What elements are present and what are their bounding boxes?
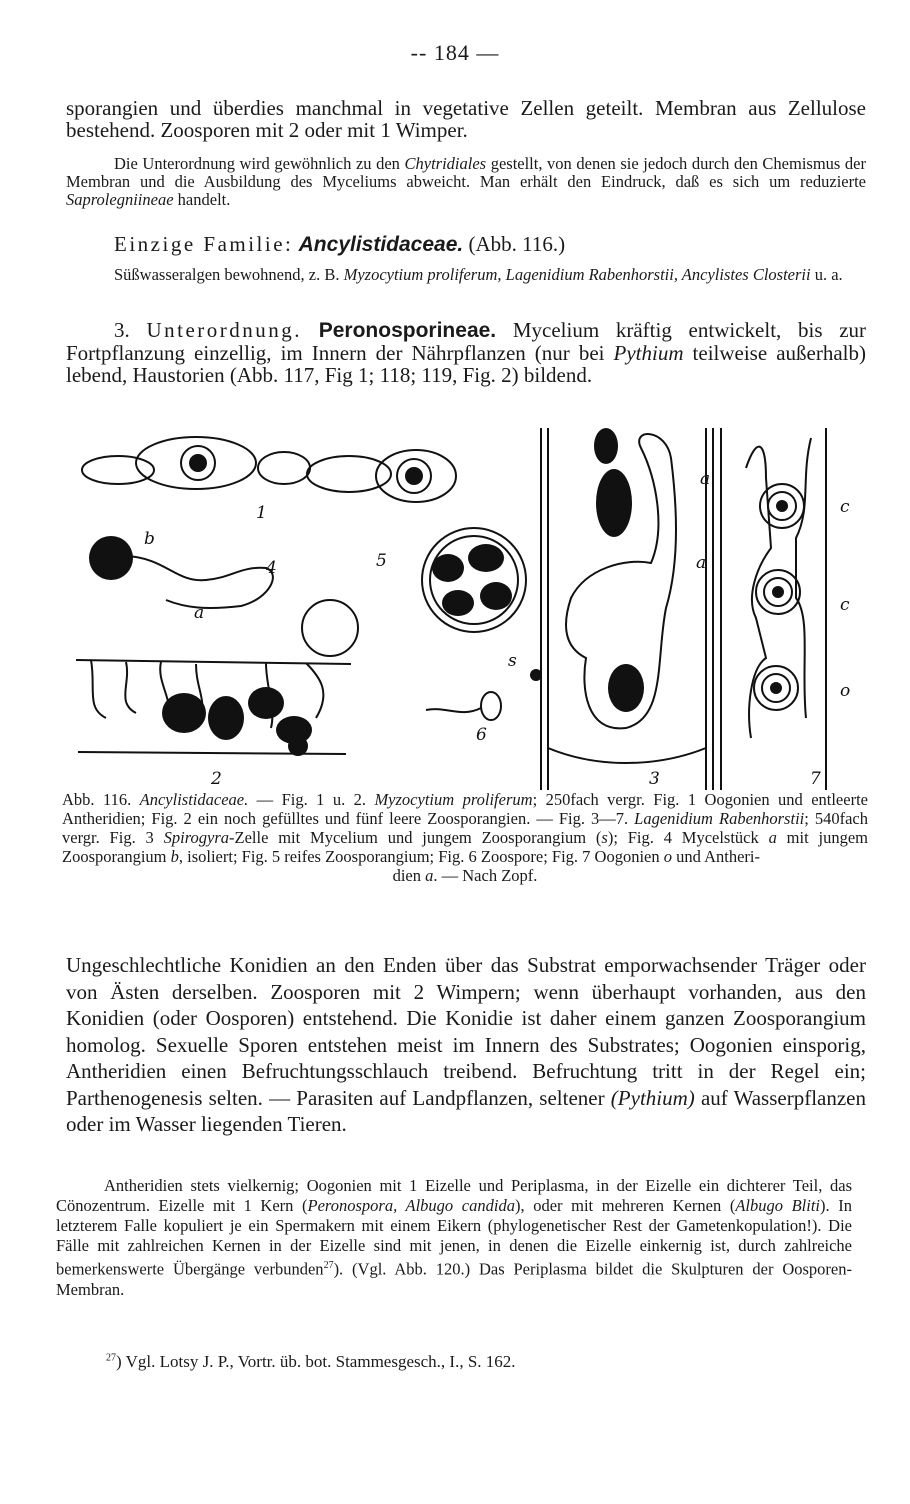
figure-label-a: a <box>696 553 707 573</box>
figure-label-3: 3 <box>649 769 660 789</box>
note-text: Süßwasseralgen bewohnend, z. B. <box>114 265 344 284</box>
fig2-host-wall <box>76 660 351 664</box>
fig3-zoosporangium-s <box>530 669 542 681</box>
figure-label-c: c <box>840 497 850 517</box>
fig3-chlorophyll <box>596 469 632 537</box>
caption-last-line <box>62 866 868 885</box>
note-text: Die Unterordnung wird gewöhnlich zu den <box>114 154 405 173</box>
fig2-host-wall <box>78 752 346 754</box>
figure-116 <box>66 418 866 790</box>
note-text: handelt. <box>173 190 231 209</box>
caption-text: ; 250fach vergr. Fig. 1 Oogonien und entleerte Antheridien; Fig. 2 ein noch gefülltes und fünf leere Zoosporangien. — Fig. 3—7. <box>62 790 868 828</box>
caption-italic: o <box>663 847 673 866</box>
figure-label-5: 5 <box>376 551 387 571</box>
caption-text: , isoliert; Fig. 5 reifes Zoosporangium; Fig. 6 Zoospore; Fig. 7 Oogonien <box>178 847 664 866</box>
note-antheridien <box>56 1176 852 1300</box>
fig1-cell-chain <box>82 437 456 502</box>
caption-text: . — Nach Zopf. <box>433 866 538 885</box>
note-text: Antheridien stets vielkernig; Oogonien mit 1 Eizelle und Periplasma, in der Eizelle ein dichterer Teil, das Cönozentrum. Eizelle mit 1 Kern ( <box>56 1176 852 1215</box>
taxon-name: Saprolegniineae <box>66 190 174 209</box>
caption-text: dien <box>392 866 426 885</box>
caption-text: — Fig. 1 u. 2. <box>248 790 375 809</box>
caption-text: ; 540fach vergr. Fig. 3 <box>62 809 868 847</box>
taxon-name: Albugo Bliti <box>735 1196 821 1215</box>
figure-label-b: b <box>144 529 155 549</box>
figure-caption <box>62 790 868 885</box>
caption-italic: Lagenidium Rabenhorstii <box>634 809 805 828</box>
note-text: u. a. <box>810 265 843 284</box>
caption-italic: b <box>170 847 179 866</box>
family-heading <box>66 233 866 256</box>
caption-text: ); Fig. 4 Mycelstück <box>607 828 769 847</box>
figure-reference: (Abb. 116.) <box>468 232 566 256</box>
note-text: ). In letzterem Falle kopuliert je ein Spermakern mit einem Eikern (phylogenetischer Rest der Gametenkopulation!). Die Fälle mit zahlreichen Kernen in der Eizelle sind mit jenen, in denen die Eizelle einkernig ist, durch zahlreiche bemerkenswerte Übergänge verbunden <box>56 1196 852 1279</box>
taxon-name: Peronospora, Albugo candida <box>307 1196 515 1215</box>
footnote-marker: 27 <box>323 1260 334 1271</box>
paragraph-konidien <box>66 952 866 1138</box>
order-text: Mycelium kräftig entwickelt, bis zur Fortpflanzung einzellig, im Innern der Nährpflanzen (nur bei <box>66 318 867 365</box>
figure-label-4: 4 <box>266 558 277 578</box>
caption-text: mit jungem Zoosporangium <box>62 828 868 866</box>
footnote-marker: 27 <box>106 1352 116 1364</box>
figure-label-7: 7 <box>810 769 821 789</box>
paragraph-text: sporangien und überdies manchmal in vegetative Zellen geteilt. Membran aus Zellulose bestehend. Zoosporen mit 2 oder mit 1 Wimper. <box>66 96 866 142</box>
order-text: teilweise außerhalb) lebend, Haustorien (Abb. 117, Fig 1; 118; 119, Fig. 2) bildend. <box>66 341 866 387</box>
family-label: Einzige Familie: <box>114 232 294 256</box>
taxon-name: Myzocytium proliferum, Lagenidium Rabenhorstii, Ancylistes Closterii <box>343 265 811 284</box>
order-peronosporineae <box>66 319 866 386</box>
fig5-zoosporangium <box>422 528 526 632</box>
family-name: Ancylistidaceae. <box>298 233 464 256</box>
figure-label-c: c <box>840 595 850 615</box>
fig4-mycelium <box>126 556 273 608</box>
paragraph-text: Ungeschlechtliche Konidien an den Enden über das Substrat emporwachsender Träger oder von Ästen derselben. Zoosporen mit 2 Wimpern; wenn überhaupt vorhanden, aus den Konidien (oder Oosporen) entstehend. Die Konidie ist daher einem ganzen Zoosporangium homolog. Sexuelle Sporen entstehen meist im Innern des Substrates; Oogonien einsporig, Antheridien einen Befruchtungsschlauch treibend. Befruchtung tritt in der Regel ein; Parthenogenesis selten. — Parasiten auf Landpflanzen, seltener <box>66 953 866 1110</box>
order-name: Peronosporineae. <box>318 319 497 342</box>
fig6-zoospore <box>481 692 501 720</box>
caption-italic: s <box>601 828 608 847</box>
paragraph-sporangien <box>66 97 866 141</box>
caption-italic: Myzocytium proliferum <box>374 790 533 809</box>
fig7-host-walls <box>721 428 826 790</box>
taxon-name: (Pythium) <box>610 1085 695 1110</box>
taxon-name: Chytridiales <box>404 154 487 173</box>
caption-text: Abb. 116. <box>62 790 140 809</box>
note-text: ). (Vgl. Abb. 120.) Das Periplasma bildet die Skulpturen der Oosporen-Membran. <box>56 1259 852 1299</box>
note-unterordnung <box>66 155 866 209</box>
figure-label-6: 6 <box>476 725 487 745</box>
note-text: gestellt, von denen sie jedoch durch den Chemismus der Membran und die Ausbildung des Myceliums abweicht. Man erhält den Eindruck, daß es sich um reduzierte <box>66 154 866 191</box>
note-suesswasser <box>66 266 866 284</box>
caption-text: und Antheri- <box>672 847 761 866</box>
figure-label-2: 2 <box>211 769 222 789</box>
fig2-filled-zoosporangium <box>302 600 358 656</box>
order-label: Unterordnung. <box>146 318 303 342</box>
caption-text: -Zelle mit Mycelium und jungem Zoosporangium ( <box>229 828 602 847</box>
figure-label-1: 1 <box>256 503 267 523</box>
caption-italic: Ancylistidaceae. <box>139 790 249 809</box>
taxon-name: Pythium <box>613 341 684 365</box>
order-number: 3. <box>114 318 130 342</box>
figure-label-a: a <box>700 469 711 489</box>
note-text: ), oder mit mehreren Kernen ( <box>514 1196 736 1215</box>
figure-label-s: s <box>508 651 517 671</box>
figure-label-o: o <box>840 681 851 701</box>
footnote-text: ) Vgl. Lotsy J. P., Vortr. üb. bot. Stammesgesch., I., S. 162. <box>116 1352 516 1371</box>
caption-italic: Spirogyra <box>163 828 229 847</box>
fig6-zoospore-flagella <box>426 708 481 712</box>
caption-italic: a <box>768 828 777 847</box>
page-number: -- 184 — <box>410 40 500 65</box>
caption-italic: a <box>425 866 434 885</box>
paragraph-text: auf Wasserpflanzen oder im Wasser liegenden Tieren. <box>66 1085 866 1136</box>
footnote <box>106 1352 866 1372</box>
fig4-zoosporangium-b <box>89 536 133 580</box>
figure-label-a: a <box>194 603 205 623</box>
figure-drawing <box>66 418 866 790</box>
